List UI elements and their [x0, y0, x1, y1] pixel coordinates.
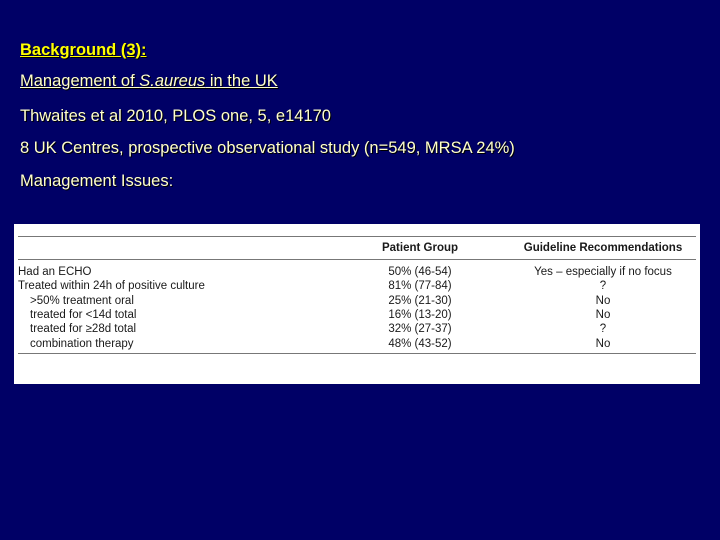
table-row [18, 336, 696, 353]
row-patient-group: 16% (13-20) [388, 309, 452, 322]
subtitle-prefix: Management of [20, 72, 140, 90]
row-recommendation: ? [599, 280, 607, 293]
header-empty [18, 237, 330, 260]
row-patient-group: 48% (43-52) [330, 336, 510, 353]
row-label: >50% treatment oral [30, 294, 134, 307]
table-row [18, 322, 696, 336]
row-label: treated for ≥28d total [30, 323, 137, 336]
slide-heading: Background (3): [20, 41, 147, 59]
management-issues-label: Management Issues: [20, 172, 174, 190]
table-row [18, 260, 696, 280]
row-label: Had an ECHO [18, 266, 92, 279]
subtitle-organism: S.aureus [139, 72, 206, 90]
header-guideline-recommendations: Guideline Recommendations [510, 237, 696, 260]
slide-subtitle [20, 72, 278, 91]
results-table [18, 236, 696, 354]
subtitle-suffix: in the UK [205, 72, 278, 90]
row-recommendation: Yes – especially if no focus [534, 266, 672, 279]
row-patient-group: 50% (46-54) [388, 266, 452, 279]
row-label: treated for <14d total [30, 309, 137, 322]
row-patient-group: 81% (77-84) [388, 280, 452, 293]
citation-line: Thwaites et al 2010, PLOS one, 5, e14170 [20, 107, 331, 125]
row-label: combination therapy [18, 336, 330, 353]
study-description: 8 UK Centres, prospective observational study (n=549, MRSA 24%) [20, 139, 515, 157]
table-row [18, 308, 696, 322]
table-header-row [18, 237, 696, 260]
table-body [18, 260, 696, 354]
row-recommendation: ? [599, 323, 607, 336]
row-recommendation: No [510, 336, 696, 353]
row-patient-group: 32% (27-37) [388, 323, 452, 336]
row-label: Treated within 24h of positive culture [18, 280, 205, 293]
results-table-panel [14, 224, 700, 384]
table-row [18, 279, 696, 293]
row-recommendation: No [595, 294, 611, 307]
row-recommendation: No [595, 309, 611, 322]
table-row [18, 294, 696, 308]
row-patient-group: 25% (21-30) [388, 294, 452, 307]
header-patient-group: Patient Group [330, 237, 510, 260]
